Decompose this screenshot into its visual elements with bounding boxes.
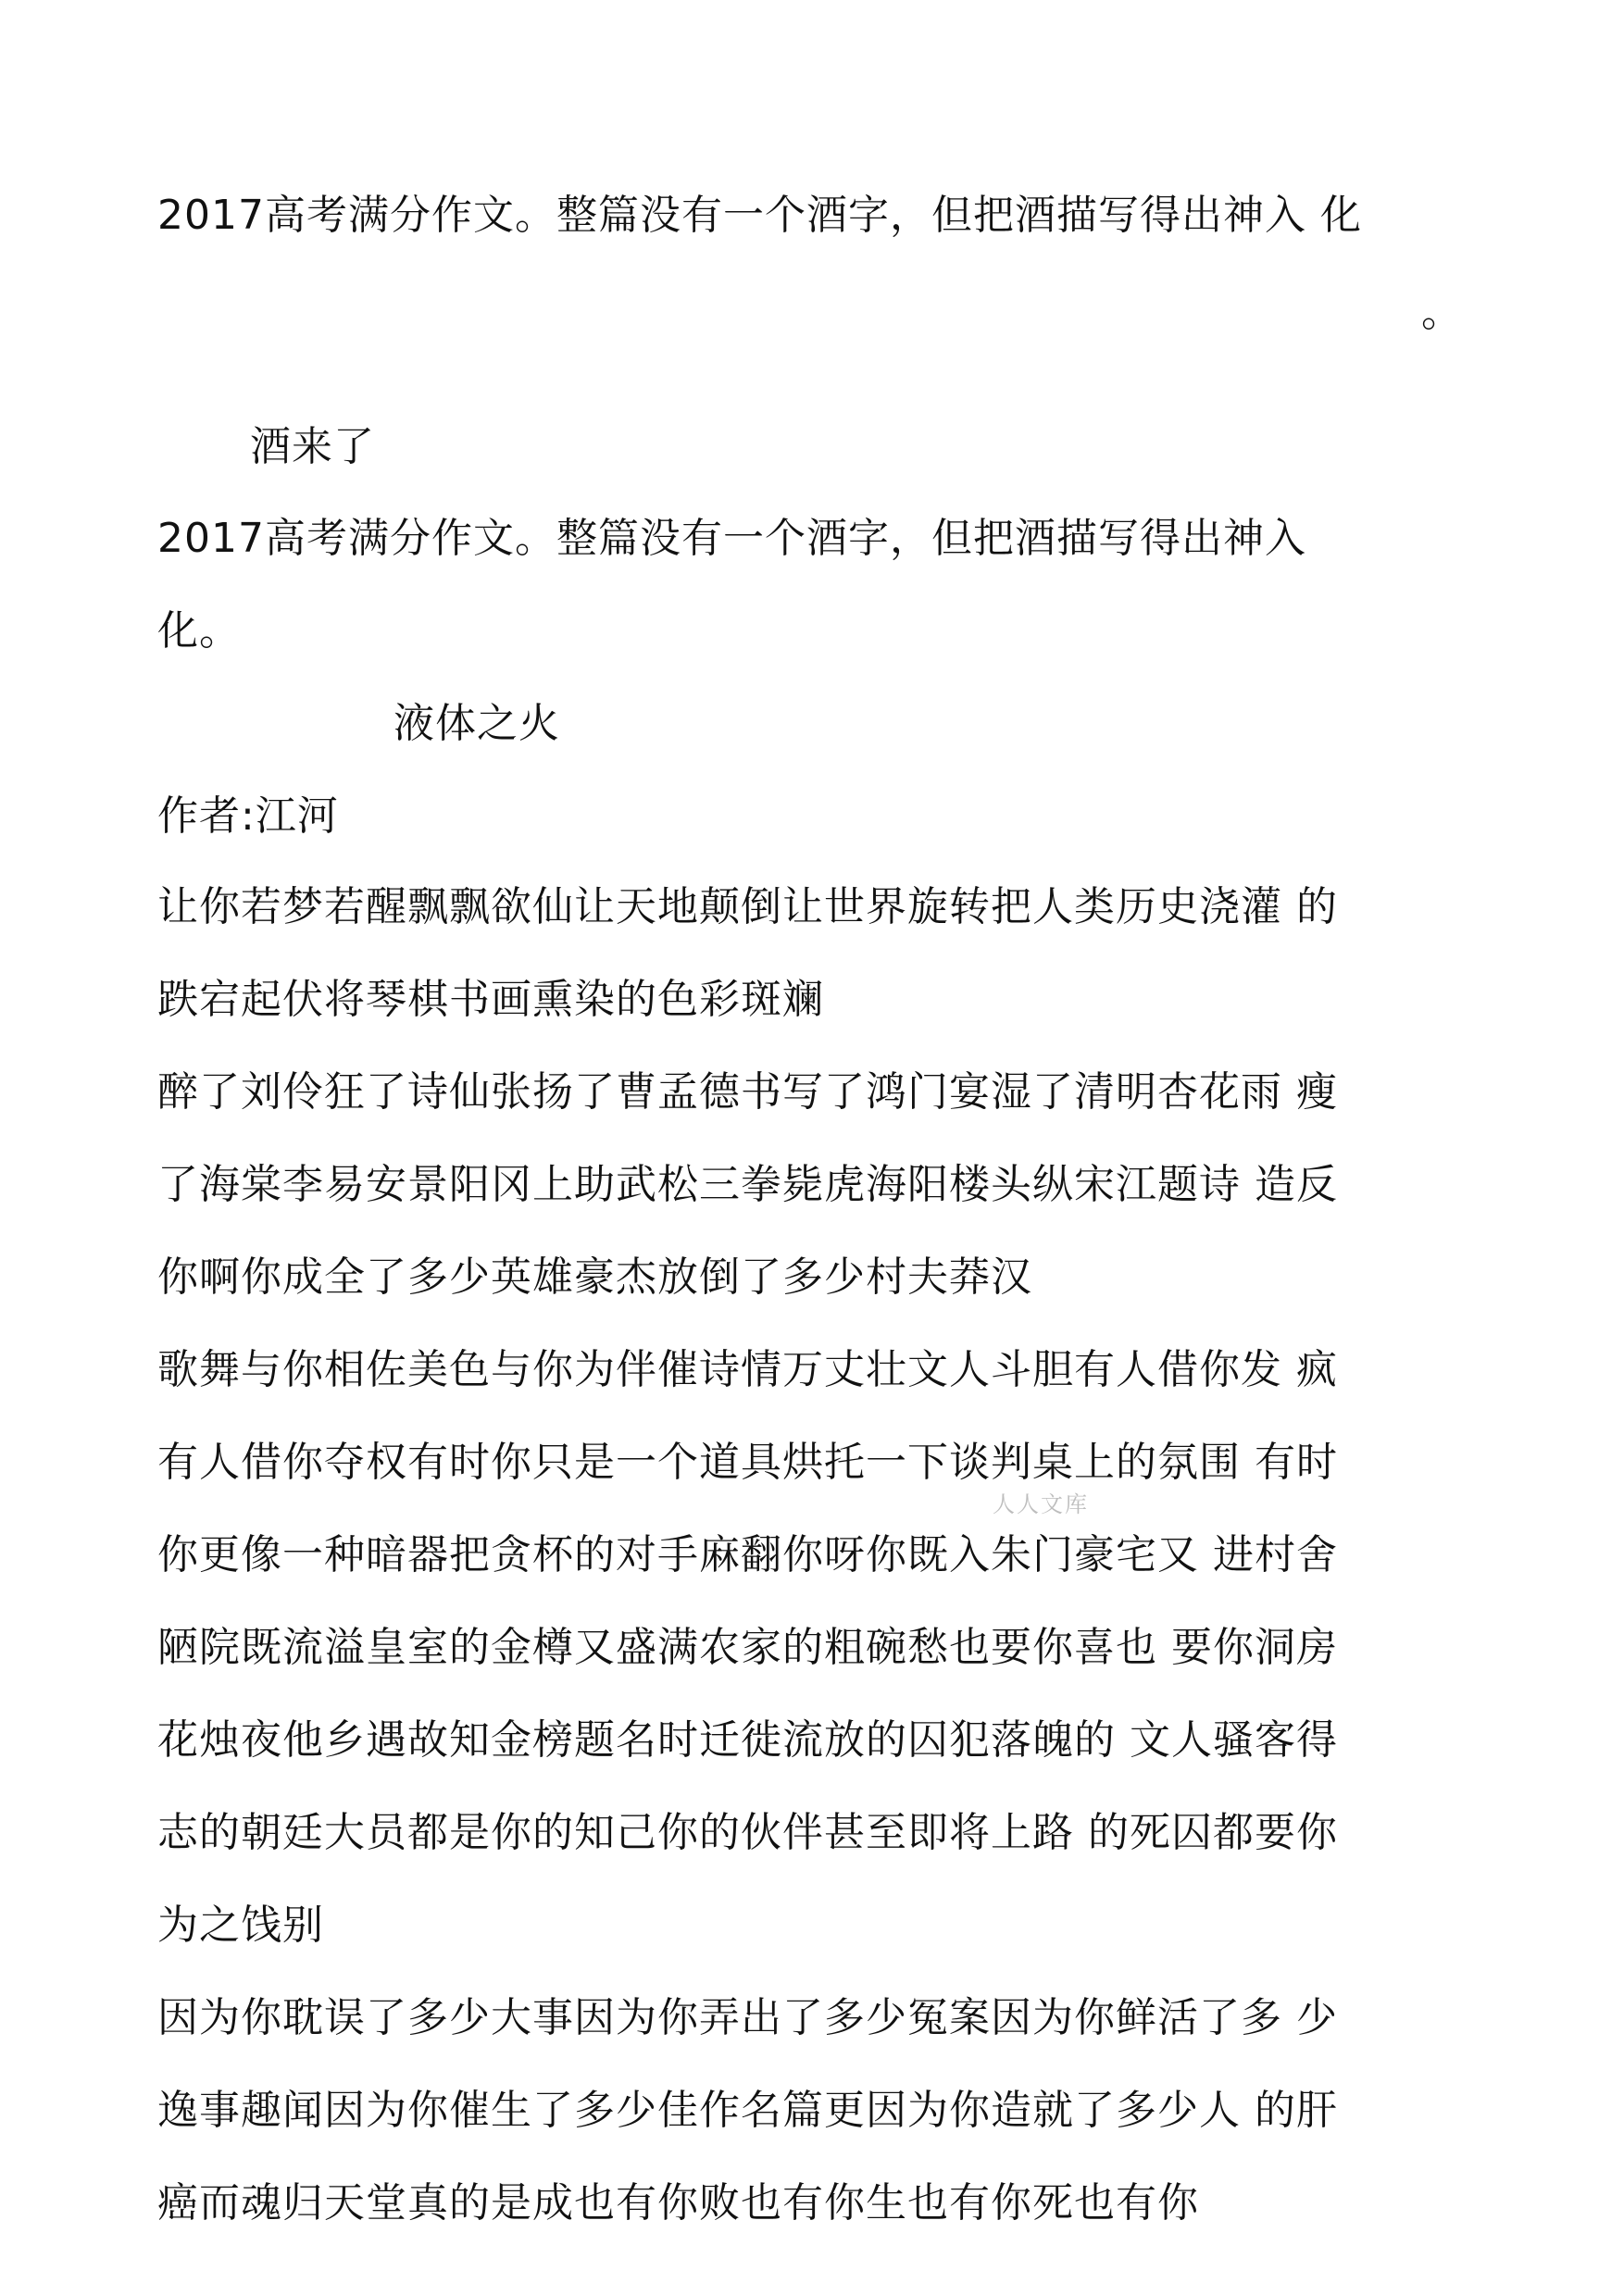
intro-line-2: 化。 (157, 607, 241, 655)
body-line: 歌舞与你相佐美色与你为伴催诗情万丈壮文人斗胆有人借你发 疯 (157, 1346, 1338, 1393)
body-line: 让你若梦若醒飘飘欲仙让天地颠倒让世界旋转把人类历史浇灌 的 (157, 883, 1338, 930)
body-line: 逸事趣闻因为你催生了多少佳作名篇更因为你造就了多少人 的肝 (157, 2087, 1338, 2134)
body-line: 了海棠李易安景阳冈上助武松三拳毙虎海阳楼头纵宋江题诗 造反 (157, 1161, 1338, 1208)
body-line: 你更像一种暗器把贪杯的对手麻翻你呀你既入朱门豪宅又 进村舍 (157, 1531, 1338, 1578)
body-line: 为之饯别 (157, 1902, 324, 1949)
body-line: 花烛夜他乡遇故知金榜题名时迁徙流放的囚犯落魄的 文人骚客得 (157, 1716, 1338, 1764)
body-line: 有人借你夺权有时你只是一个道具烘托一下谈判桌上的氛围 有时 (157, 1439, 1338, 1486)
poem-title: 液体之火 (394, 700, 560, 747)
watermark: 人人文库 (993, 1491, 1089, 1517)
author-line: 作者:江河 (157, 792, 339, 840)
body-line: 你啊你成全了多少英雄豪杰放倒了多少村夫莽汉 (157, 1254, 1032, 1301)
intro-line-1: 2017高考满分作文。整篇没有一个酒字，但把酒描写得出神入 (157, 515, 1306, 562)
document-title: 酒来了 (250, 423, 375, 470)
body-line: 醉了刘伶狂了诗仙张扬了曹孟德书写了鸿门宴湿了清明杏花雨 瘦 (157, 1068, 1338, 1116)
body-line: 癌而魂归天堂真的是成也有你败也有你生也有你死也有你 (157, 2179, 1199, 2226)
body-line: 陋院既流溢皇室的金樽又盛满农家的粗碗愁也要你喜也 要你洞房 (157, 1624, 1338, 1671)
body-line: 因为你耽误了多少大事因为你弄出了多少冤案因为你鲜活了多 少 (157, 1994, 1338, 2041)
body-line: 志的朝廷大员都是你的知己你的伙伴甚至即将上路 的死囚都要你 (157, 1809, 1338, 1856)
heading-period: 。 (1421, 289, 1462, 336)
body-line: 跌宕起伏将琴棋书画熏染的色彩斑斓 (157, 976, 824, 1023)
heading-line: 2017高考满分作文。整篇没有一个酒字，但把酒描写得出神入 化 (157, 192, 1362, 239)
